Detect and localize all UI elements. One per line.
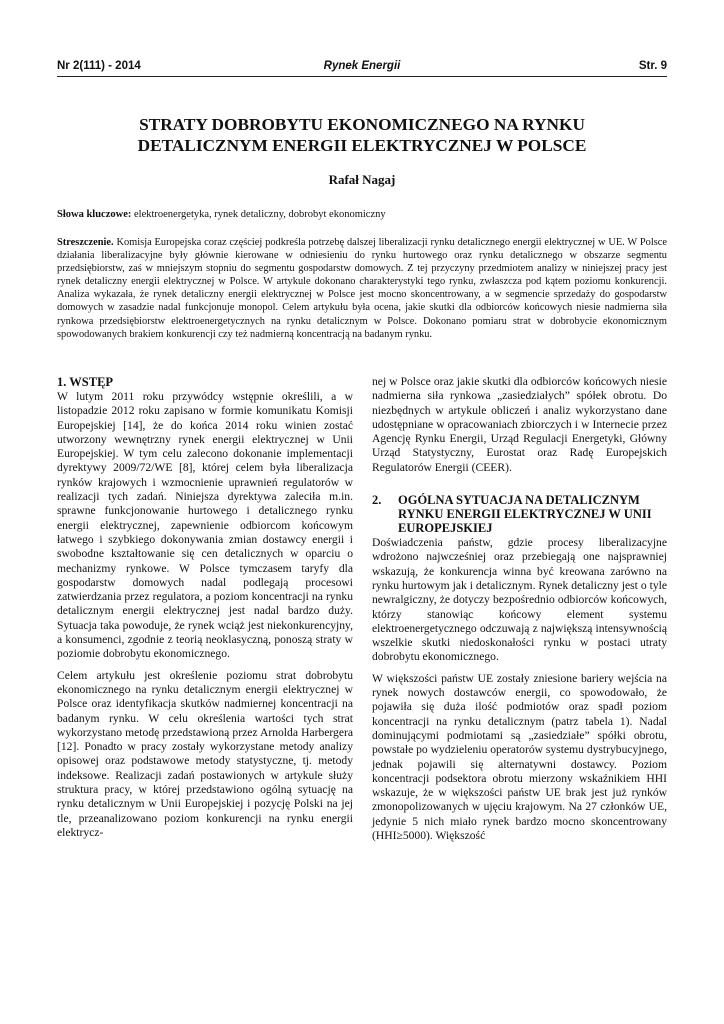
right-column [372, 375, 667, 850]
abstract-label: Streszczenie. [57, 237, 114, 248]
journal-name: Rynek Energii [323, 60, 401, 72]
running-header [57, 60, 667, 77]
section-1-paragraph-3: nej w Polsce oraz jakie skutki dla odbiorców końcowych niesie nadmierna siła rynkowa „zasiedziałych” spółek obrotu. Do niezbędnych w artykule obliczeń i analiz wykorzystano dane udostępniane w opracowaniach zbiorczych i w Internecie przez Agencję Rynku Energii, Urząd Regulacji Energetyki, Główny Urząd Statystyczny, Eurostat oraz Radę Europejskich Regulatorów Energii (CEER). [372, 375, 667, 474]
abstract-text: Komisja Europejska coraz częściej podkreśla potrzebę dalszej liberalizacji rynku detalicznego energii elektrycznej w UE. W Polsce działania liberalizacyjne były głównie kierowane w odniesieniu do rynku hurtowego oraz rynku detalicznego w obszarze segmentu przedsiębiorstw, zaś w mniejszym stopniu do segmentu gospodarstw domowych. Z tej przyczyny przedmiotem analizy w niniejszej pracy jest rynek detaliczny energii elektrycznej w Polsce. W artykule dokonano charakterystyki tego rynku, zwłaszcza pod kątem poziomu konkurencji. Analiza wykazała, że rynek detaliczny energii elektrycznej w Polsce jest mocno skoncentrowany, a w segmencie sprzedaży do gospodarstw domowych w zasadzie nadal funkcjonuje monopol. Celem artykułu była ocena, jakie skutki dla odbiorców końcowych niesie nadmierna siła rynkowa przedsiębiorstw elektroenergetycznych na rynku detalicznym w Polsce. Dokonano pomiaru strat w dobrobycie ekonomicznym spowodowanych brakiem konkurencji czy też nadmierną koncentracją na badanym rynku. [57, 237, 667, 340]
section-2-title: OGÓLNA SYTUACJA NA DETALICZNYM RYNKU ENERGII ELEKTRYCZNEJ W UNII EUROPEJSKIEJ [398, 493, 652, 536]
page-number: Str. 9 [638, 60, 667, 72]
section-1-paragraph-1: W lutym 2011 roku przywódcy wstępnie określili, a w listopadzie 2012 roku zapisano w formie komunikatu Komisji Europejskiej [14], że do końca 2014 roku winien zostać utworzony wewnętrzny rynek energii elektrycznej w Unii Europejskiej. W tym celu zalecono dokonanie implementacji dyrektywy 2009/72/WE [8], której celem była liberalizacja rynków krajowych i wzmocnienie uprawnień regulatorów w realizacji tych zadań. Niniejsza dyrektywa zaleciła m.in. sprawne funkcjonowanie hurtowego i detalicznego rynku energii elektrycznej, zapewnienie odbiorcom końcowym łatwego i szybkiego dokonywania zmian dostawcy energii i swobodne kształtowanie się cen detalicznych w oparciu o mechanizmy rynkowe. W Polsce tymczasem taryfy dla gospodarstw domowych nadal podlegają procesowi zatwierdzania przez regulatora, a poziom koncentracji na rynku detalicznym energii elektrycznej jest nadal bardzo duży. Sytuacja taka powoduje, że rynek wciąż jest niekonkurencyjny, a konsumenci, zgodnie z teorią neoklasyczną, ponoszą straty w poziomie dobrobytu ekonomicznego. [57, 390, 353, 661]
section-2-paragraph-1: Doświadczenia państw, gdzie procesy liberalizacyjne wdrożono najwcześniej oraz przebiegają one najsprawniej wskazują, że konkurencja winna być kreowana zarówno na rynku hurtowym jak i detalicznym. Rynek detaliczny jest o tyle newralgiczny, że dotyczy bezpośrednio odbiorców końcowych, którzy stanowiąc końcowy element systemu elektroenergetycznego odczuwają z największą intensywnością wszelkie skutki niedoskonałości rynku w postaci utraty dobrobytu ekonomicznego. [372, 536, 667, 664]
section-1-paragraph-2: Celem artykułu jest określenie poziomu strat dobrobytu ekonomicznego na rynku detalicznym energii elektrycznej w Polsce oraz identyfikacja skutków nadmiernej koncentracji na badanym rynku. W celu określenia wartości tych strat wykorzystano metodę przedstawioną przez Arnolda Harbergera [12]. Ponadto w pracy zostały wykorzystane metody analizy opisowej oraz podstawowe metody statystyczne, tj. metody indeksowe. Realizacji zadań postawionych w artykule służy struktura pracy, w której przedstawiono ogólną sytuację na rynku detalicznym w Unii Europejskiej i pozycję Polski na jej tle, przeanalizowano poziom konkurencji na rynku energii elektrycz- [57, 668, 353, 839]
article-title [40, 114, 684, 156]
keywords-label: Słowa kluczowe: [57, 209, 132, 220]
title-line-1: STRATY DOBROBYTU EKONOMICZNEGO NA RYNKU [139, 115, 585, 134]
author-name: Rafał Nagaj [328, 172, 396, 187]
keywords-text: elektroenergetyka, rynek detaliczny, dobrobyt ekonomiczny [131, 209, 386, 220]
left-column [57, 375, 353, 847]
issue-number: Nr 2(111) - 2014 [57, 60, 141, 72]
section-2-paragraph-2: W większości państw UE zostały zniesione bariery wejścia na rynek nowych dostawców energii, co spowodowało, że pojawiła się duża ilość podmiotów oraz spadł poziom koncentracji na rynku detalicznym (patrz tabela 1). Nadal dominującymi podmiotami są „zasiedziałe” spółki obrotu, powstałe po wydzieleniu operatorów systemu dystrybucyjnego, jednak pojawili się alternatywni dostawcy. Poziom koncentracji podsektora obrotu mierzony wskaźnikiem HHI wskazuje, że w większości państw UE brak jest już rynków zmonopolizowanych w ujęciu krajowym. Na 27 członków UE, jedynie 5 nich miało rynek bardzo mocno skoncentrowany (HHI≥5000). Większość [372, 671, 667, 843]
title-line-2: DETALICZNYM ENERGII ELEKTRYCZNEJ W POLSCE [137, 136, 587, 155]
section-1-heading: 1. WSTĘP [57, 375, 114, 389]
abstract [57, 236, 667, 341]
keywords [57, 208, 667, 221]
section-2-heading [372, 493, 667, 535]
section-2-number: 2. [372, 493, 382, 508]
